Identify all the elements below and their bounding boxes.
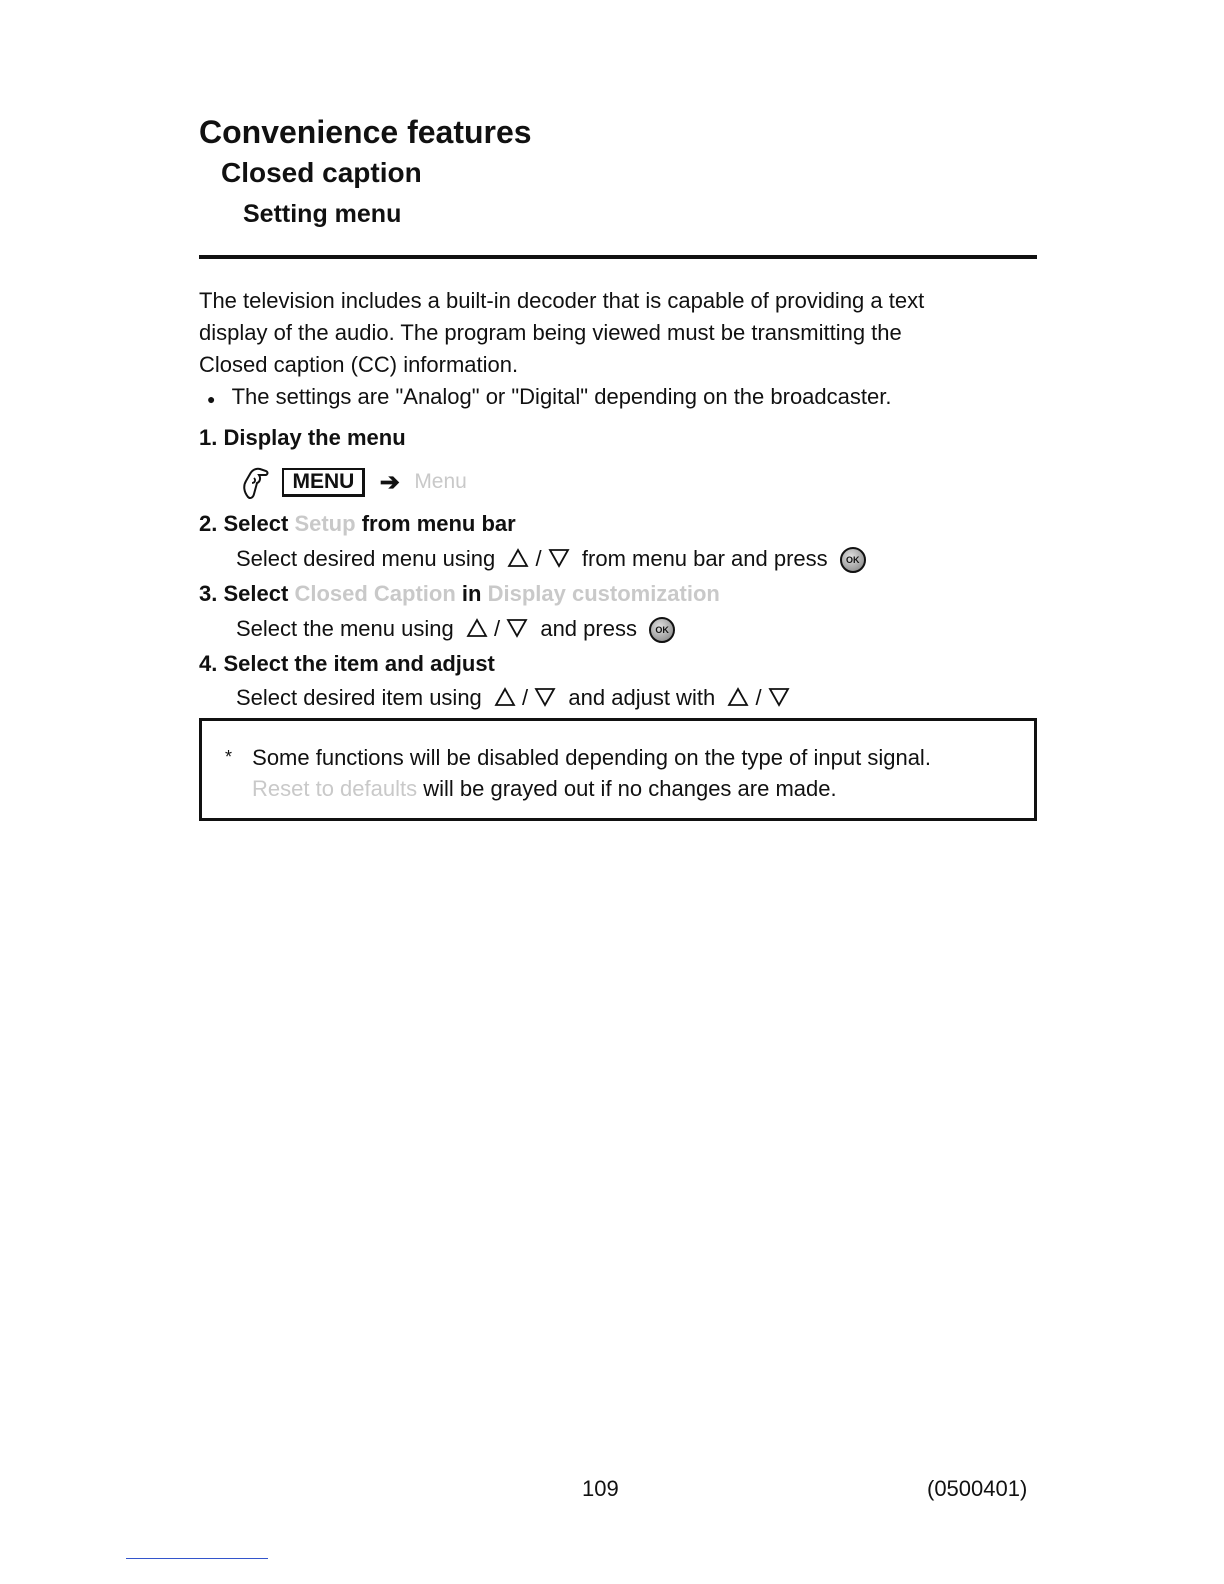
subsection-title: Setting menu	[243, 200, 402, 228]
step-4-sep2: /	[755, 685, 762, 710]
step-3-detail	[236, 616, 675, 643]
step-3-location: Display customization	[487, 581, 720, 606]
step-1-heading	[199, 425, 406, 451]
document-code: (0500401)	[927, 1476, 1028, 1501]
step-3-number: 3.	[199, 581, 218, 606]
step-3-item: Closed Caption	[294, 581, 456, 606]
triangle-down-icon	[506, 618, 528, 638]
intro-line-1: The television includes a built-in decoder that is capable of providing a text	[199, 288, 925, 313]
step-3-mid: in	[461, 581, 482, 606]
step-4-heading	[199, 651, 495, 677]
step-2-detail-b: from menu bar and press	[581, 546, 828, 571]
step-2-heading	[199, 511, 516, 537]
intro-line-2: display of the audio. The program being viewed must be transmitting the	[199, 320, 902, 345]
step-3-detail-b: and press	[540, 616, 637, 641]
note-line-1	[225, 741, 931, 774]
step-4-detail	[236, 685, 790, 711]
arrow-right-icon: ➔	[379, 468, 400, 496]
hand-press-icon	[240, 464, 272, 500]
triangle-down-icon	[548, 548, 570, 568]
step-2-number: 2.	[199, 511, 218, 536]
step-2-item: Setup	[294, 511, 356, 536]
step-1-title: Display the menu	[223, 425, 406, 450]
triangle-up-icon	[494, 687, 516, 707]
step-2-detail-a: Select desired menu using	[236, 546, 496, 571]
step-4-sep: /	[522, 685, 529, 710]
menu-target-label: Menu	[414, 470, 467, 493]
link-underline	[126, 1558, 268, 1559]
note-gray-item: Reset to defaults	[252, 776, 418, 801]
ok-button-icon: OK	[649, 617, 675, 643]
ok-button-icon: OK	[840, 547, 866, 573]
section-title: Closed caption	[221, 157, 422, 188]
step-4-detail-a: Select desired item using	[236, 685, 482, 710]
note-star: *	[225, 747, 233, 767]
intro-line-3: Closed caption (CC) information.	[199, 352, 519, 377]
step-3-prefix: Select	[223, 581, 289, 606]
step-4-number: 4.	[199, 651, 218, 676]
step-1-instruction	[240, 464, 467, 500]
title-divider	[199, 255, 1037, 259]
step-3-sep: /	[493, 616, 501, 641]
note-line-2-text: will be grayed out if no changes are made.	[423, 776, 837, 801]
step-3-detail-a: Select the menu using	[236, 616, 454, 641]
note-line-2	[252, 773, 837, 805]
triangle-up-icon	[466, 618, 488, 638]
triangle-up-icon	[507, 548, 529, 568]
step-1-number: 1.	[199, 425, 218, 450]
step-2-detail	[236, 546, 866, 573]
note-line-1-text: Some functions will be disabled depending on the type of input signal.	[252, 745, 931, 770]
triangle-down-icon	[768, 687, 790, 707]
step-4-title: Select the item and adjust	[223, 651, 495, 676]
page-title: Convenience features	[199, 114, 532, 150]
step-2-suffix: from menu bar	[361, 511, 516, 536]
menu-key-label: MENU	[282, 468, 365, 497]
intro-bullet	[207, 381, 891, 415]
step-4-detail-b: and adjust with	[568, 685, 716, 710]
page-number: 109	[582, 1476, 619, 1501]
bullet-icon: ●	[207, 391, 216, 407]
step-3-heading	[199, 581, 720, 607]
step-2-sep: /	[535, 546, 542, 571]
triangle-down-icon	[534, 687, 556, 707]
intro-bullet-text: The settings are "Analog" or "Digital" depending on the broadcaster.	[231, 384, 892, 409]
triangle-up-icon	[727, 687, 749, 707]
step-2-prefix: Select	[223, 511, 289, 536]
